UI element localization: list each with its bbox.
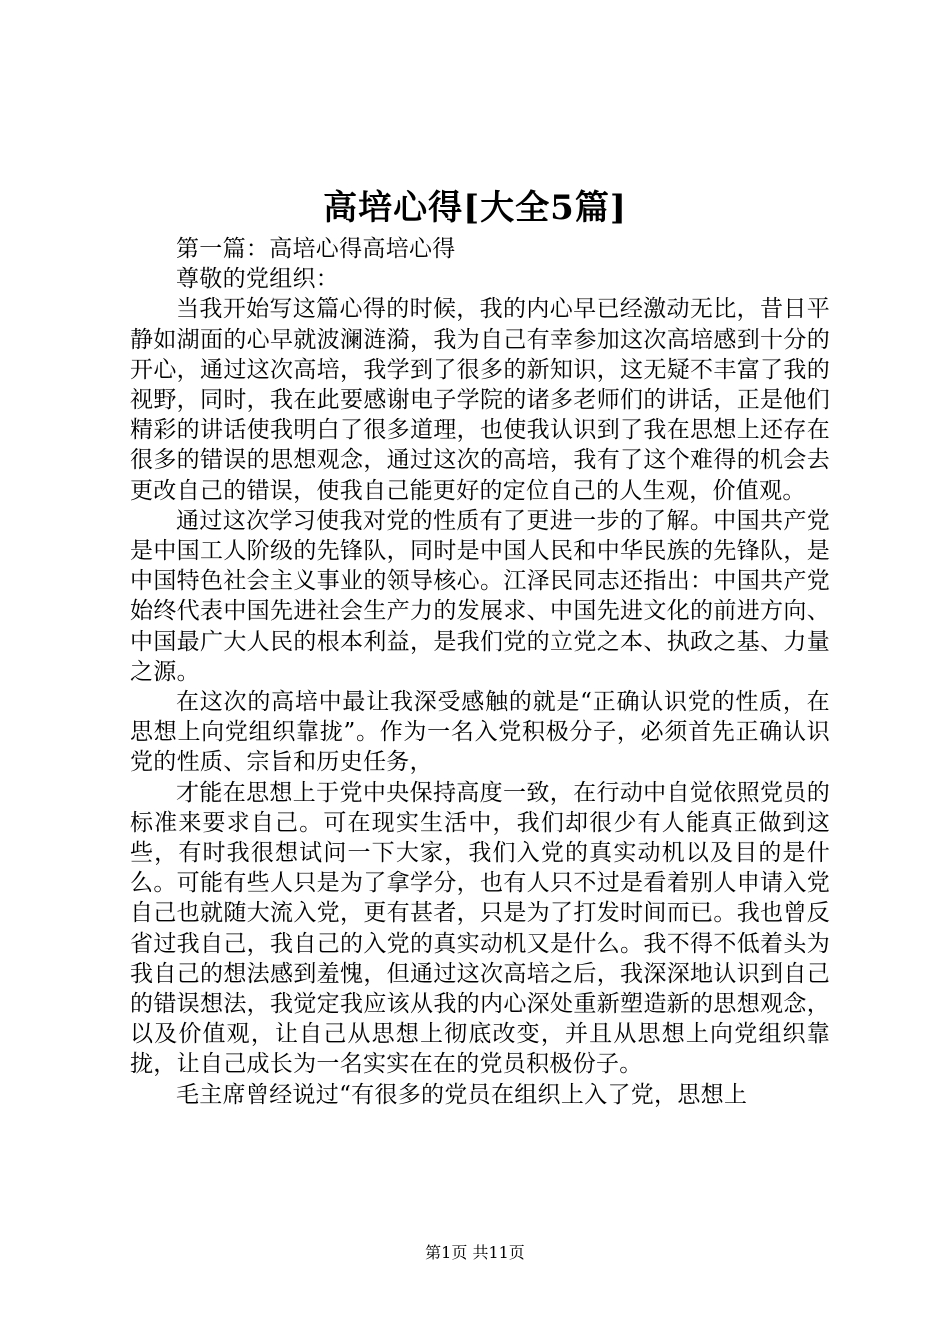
body-paragraph: 毛主席曾经说过“有很多的党员在组织上入了党，思想上: [176, 1081, 748, 1108]
body-paragraph: 当我开始写这篇心得的时候，我的内心早已经激动无比，昔日平静如湖面的心早就波澜涟漪，我为自己有幸参加这次高培感到十分的开心，通过这次高培，我学到了很多的新知识，这无疑不丰富了我的视野，同时，我在此要感谢电子学院的诸多老师们的讲话，正是他们精彩的讲话使我明白了很多道理，也使我认识到了我在思想上还存在很多的错误的思想观念，通过这次的高培，我有了这个难得的机会去更改自己的错误，使我自己能更好的定位自己的人生观，价值观。: [130, 296, 830, 504]
document-title: 高培心得[大全5篇]: [323, 188, 627, 228]
section-heading: 第一篇：高培心得高培心得: [176, 236, 456, 262]
document-body: [130, 234, 830, 1110]
salutation: 尊敬的党组织：: [176, 266, 340, 293]
page-number-footer: 第1页 共11页: [425, 1243, 525, 1262]
body-paragraph: 在这次的高培中最让我深受感触的就是“正确认识党的性质，在思想上向党组织靠拢”。作为一名入党积极分子，必须首先正确认识党的性质、宗旨和历史任务，: [130, 689, 830, 776]
body-paragraph: 通过这次学习使我对党的性质有了更进一步的了解。中国共产党是中国工人阶级的先锋队，同时是中国人民和中华民族的先锋队，是中国特色社会主义事业的领导核心。江泽民同志还指出：中国共产党始终代表中国先进社会生产力的发展求、中国先进文化的前进方向、中国最广大人民的根本利益，是我们党的立党之本、执政之基、力量之源。: [130, 507, 830, 685]
body-paragraph: 才能在思想上于党中央保持高度一致，在行动中自觉依照党员的标准来要求自己。可在现实生活中，我们却很少有人能真正做到这些，有时我很想试问一下大家，我们入党的真实动机以及目的是什么。可能有些人只是为了拿学分，也有人只不过是看着别人申请入党自己也就随大流入党，更有甚者，只是为了打发时间而已。我也曾反省过我自己，我自己的入党的真实动机又是什么。我不得不低着头为我自己的想法感到羞愧，但通过这次高培之后，我深深地认识到自己的错误想法，我觉定我应该从我的内心深处重新塑造新的思想观念，以及价值观，让自己从思想上彻底改变，并且从思想上向党组织靠拢，让自己成长为一名实实在在的党员积极份子。: [130, 779, 830, 1078]
